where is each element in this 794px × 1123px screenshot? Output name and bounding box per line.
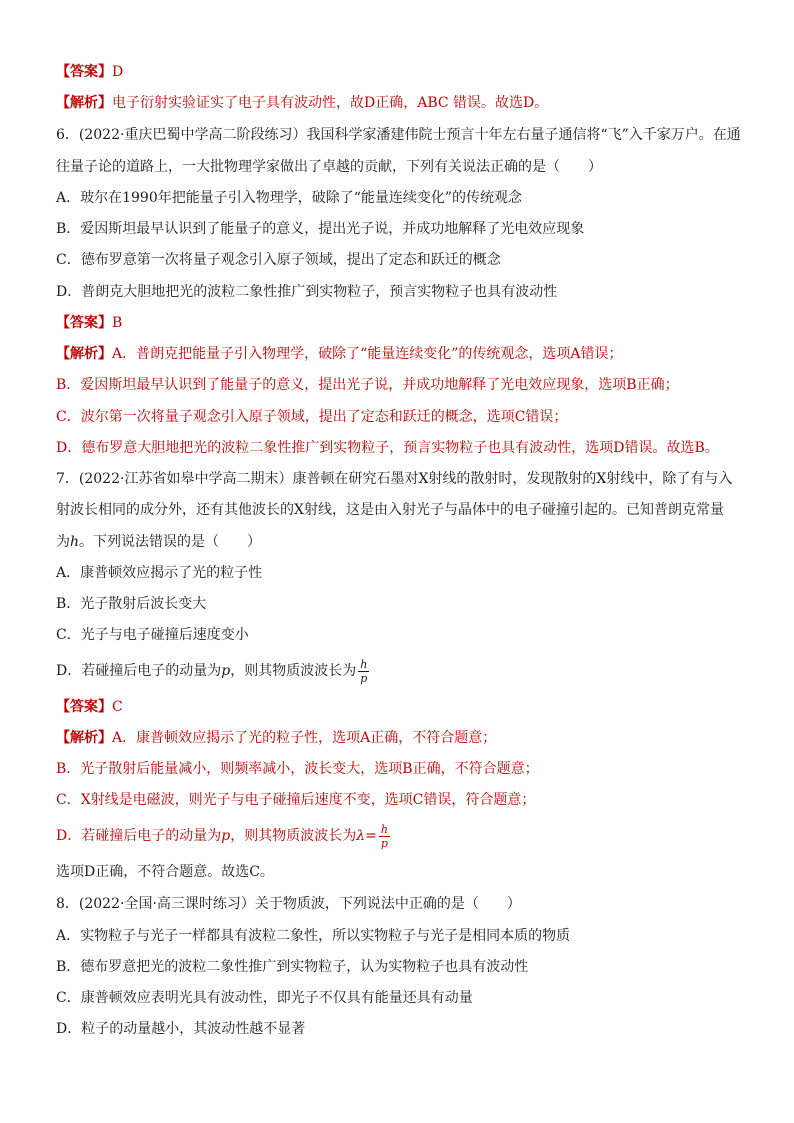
- q7-analysis-line-3: C．X射线是电磁波，则光子与电子碰撞后速度不变，选项C错误，符合题意；: [56, 792, 536, 808]
- analysis-text: D．若碰撞后电子的动量为: [56, 828, 222, 844]
- q7-stem-line-1: 7．(2022·江苏省如皋中学高二期末）康普顿在研究石墨对X射线的散射时，发现散射的X射线中，除了有与入: [56, 471, 733, 487]
- analysis-text: 电子衍射实验证实了电子具有波动性，故D正确，ABC 错误。故选D。: [112, 95, 549, 111]
- q5-analysis-line: [56, 93, 754, 113]
- q6-analysis-line-4: D．德布罗意大胆地把光的波粒二象性推广到实物粒子，预言实物粒子也具有波动性，选项D错误。故选B。: [56, 440, 719, 456]
- answer-tag: 【答案】: [56, 315, 112, 331]
- option-text: D．若碰撞后电子的动量为: [56, 663, 222, 679]
- q8-stem-line: 8．(2022·全国·高三课时练习）关于物质波，下列说法中正确的是（ ）: [56, 896, 521, 912]
- planck-constant-symbol: h: [70, 534, 80, 550]
- fraction-h-over-p: [358, 658, 369, 685]
- q6-stem-line-2: 往量子论的道路上，一大批物理学家做出了卓越的贡献，下列有关说法正确的是（ ）: [56, 159, 602, 175]
- fraction-numerator: h: [380, 822, 388, 836]
- answer-value: C: [112, 699, 123, 715]
- analysis-text: A．普朗克把能量子引入物理学，破除了“能量连续变化”的传统观念，选项A错误；: [112, 346, 623, 362]
- q6-option-c: C．德布罗意第一次将量子观念引入原子领域，提出了定态和跃迁的概念: [56, 252, 501, 268]
- fraction-h-over-p: [379, 823, 390, 850]
- q7-stem-line-2: 射波长相同的成分外，还有其他波长的X射线，这是由入射光子与晶体中的电子碰撞引起的。已知普朗克常量: [56, 502, 724, 518]
- analysis-text: A．康普顿效应揭示了光的粒子性，选项A正确，不符合题意；: [112, 730, 497, 746]
- fraction-denominator: p: [360, 671, 368, 685]
- analysis-text: ，则其物质波波长为: [230, 828, 357, 844]
- analysis-tag: 【解析】: [56, 95, 112, 111]
- answer-value: B: [112, 315, 123, 331]
- q8-option-b: B．德布罗意把光的波粒二象性推广到实物粒子，认为实物粒子也具有波动性: [56, 959, 529, 975]
- q7-stem-line-3: [56, 532, 754, 552]
- momentum-symbol: p: [221, 663, 231, 679]
- q7-option-d: [56, 657, 754, 685]
- q7-analysis-line-1: [56, 728, 754, 748]
- stem-text: 。下列说法错误的是（ ）: [79, 534, 262, 550]
- analysis-tag: 【解析】: [56, 346, 112, 362]
- q7-analysis-line-2: B．光子散射后能量减小，则频率减小，波长变大，选项B正确，不符合题意；: [56, 761, 539, 777]
- q6-option-b: B．爱因斯坦最早认识到了能量子的意义，提出光子说，并成功地解释了光电效应现象: [56, 221, 585, 237]
- answer-tag: 【答案】: [56, 64, 112, 80]
- momentum-symbol: p: [221, 828, 231, 844]
- answer-value: D: [112, 64, 124, 80]
- analysis-tag: 【解析】: [56, 730, 112, 746]
- q6-answer-line: [56, 313, 754, 333]
- q7-option-a: A．康普顿效应揭示了光的粒子性: [56, 565, 263, 581]
- q8-option-d: D．粒子的动量越小，其波动性越不显著: [56, 1021, 306, 1037]
- answer-tag: 【答案】: [56, 699, 112, 715]
- option-text: ，则其物质波波长为: [230, 663, 357, 679]
- q6-option-a: A．玻尔在1990年把能量子引入物理学，破除了“能量连续变化”的传统观念: [56, 190, 523, 206]
- q7-analysis-line-4: [56, 822, 754, 850]
- fraction-denominator: p: [380, 836, 388, 850]
- q6-analysis-line-3: C．波尔第一次将量子观念引入原子领域，提出了定态和跃迁的概念，选项C错误；: [56, 409, 568, 425]
- q6-option-d: D．普朗克大胆地把光的波粒二象性推广到实物粒子，预言实物粒子也具有波动性: [56, 284, 558, 300]
- wavelength-symbol: λ=: [356, 828, 377, 844]
- q6-analysis-line-1: [56, 344, 754, 364]
- q7-answer-line: [56, 697, 754, 717]
- q7-option-c: C．光子与电子碰撞后速度变小: [56, 627, 249, 643]
- fraction-numerator: h: [360, 657, 368, 671]
- q8-option-a: A．实物粒子与光子一样都具有波粒二象性，所以实物粒子与光子是相同本质的物质: [56, 928, 571, 944]
- stem-text: 为: [56, 534, 70, 550]
- q6-stem-line-1: 6．(2022·重庆巴蜀中学高二阶段练习）我国科学家潘建伟院士预言十年左右量子通信将“飞”入千家万户。在通: [56, 127, 741, 143]
- q7-closing-line: 选项D正确，不符合题意。故选C。: [56, 864, 274, 880]
- q5-answer-line: [56, 62, 754, 82]
- q7-option-b: B．光子散射后波长变大: [56, 596, 207, 612]
- q6-analysis-line-2: B．爱因斯坦最早认识到了能量子的意义，提出光子说，并成功地解释了光电效应现象，选项B正确；: [56, 377, 679, 393]
- q8-option-c: C．康普顿效应表明光具有波动性，即光子不仅具有能量还具有动量: [56, 990, 473, 1006]
